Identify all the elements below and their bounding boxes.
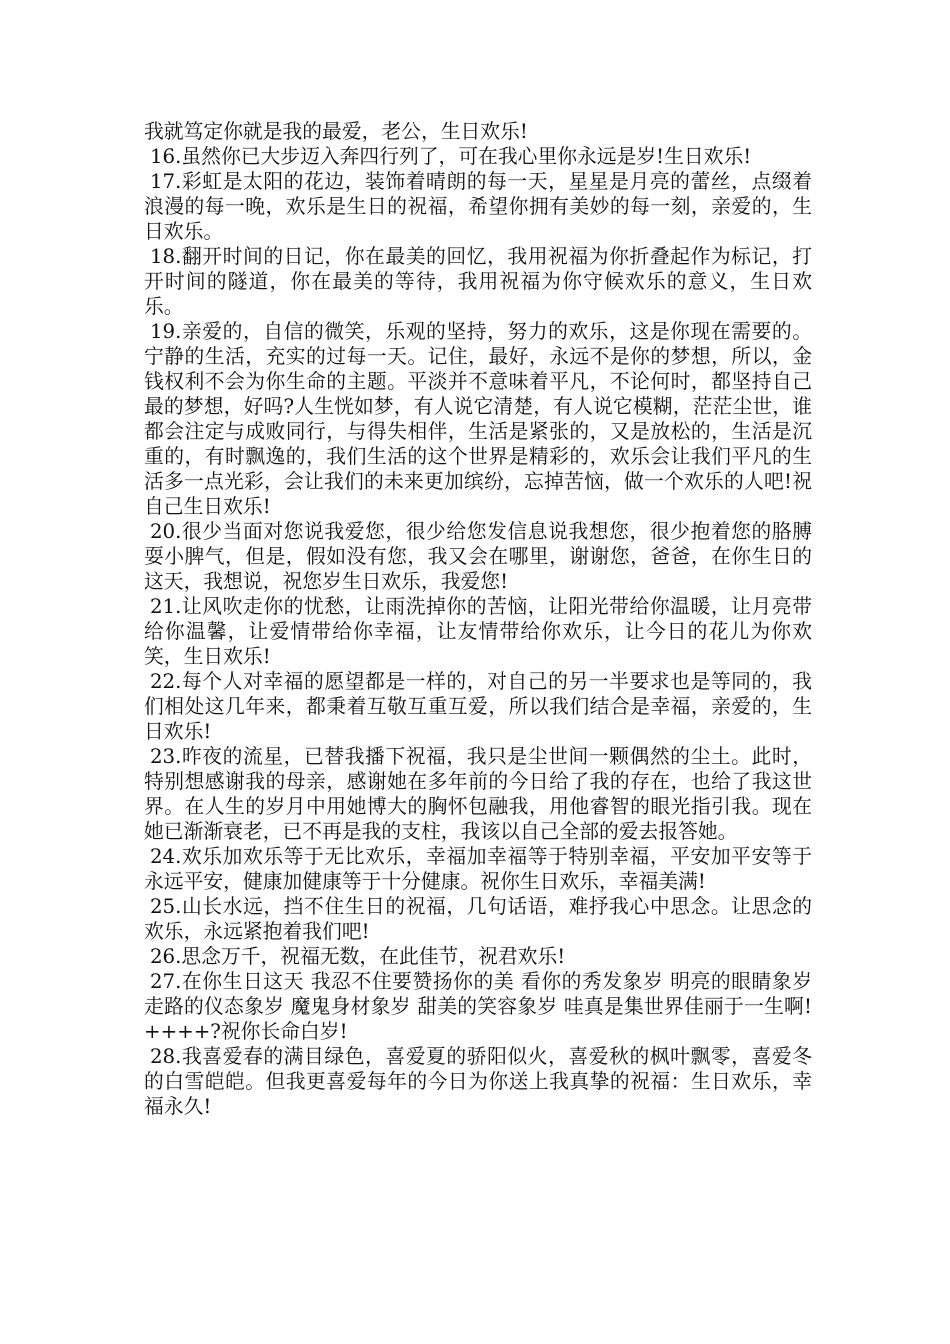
paragraph-26: 26.思念万千，祝福无数，在此佳节，祝君欢乐!	[149, 945, 566, 968]
paragraph-16: 16.虽然你已大步迈入奔四行列了，可在我心里你永远是岁!生日欢乐!	[149, 145, 752, 168]
paragraph-19: 19.亲爱的，自信的微笑，乐观的坚持，努力的欢乐，这是你现在需要的。宁静的生活，充实的过每一天。记住，最好，永远不是你的梦想，所以，金钱权利不会为你生命的主题。平淡并不意味着平凡，不论何时，都坚持自己最的梦想，好吗?人生恍如梦，有人说它清楚，有人说它模糊，茫茫尘世，谁都会注定与成败同行，与得失相伴，生活是紧张的，又是放松的，生活是沉重的，有时飘逸的，我们生活的这个世界是精彩的，欢乐会让我们平凡的生活多一点光彩，会让我们的未来更加缤纷，忘掉苦恼，做一个欢乐的人吧!祝自己生日欢乐!	[144, 320, 812, 518]
paragraph-18: 18.翻开时间的日记，你在最美的回忆，我用祝福为你折叠起作为标记，打开时间的隧道，你在最美的等待，我用祝福为你守候欢乐的意义，生日欢乐。	[144, 245, 812, 318]
paragraph-27: 27.在你生日这天 我忍不住要赞扬你的美 看你的秀发象岁 明亮的眼睛象岁 走路的仪态象岁 魔鬼身材象岁 甜美的笑容象岁 哇真是集世界佳丽于一生啊! ++++?祝你长命白岁!	[144, 970, 812, 1043]
document-page	[144, 119, 812, 1119]
paragraph-23: 23.昨夜的流星，已替我播下祝福，我只是尘世间一颗偶然的尘土。此时，特别想感谢我的母亲，感谢她在多年前的今日给了我的存在，也给了我这世界。在人生的岁月中用她博大的胸怀包融我，用他睿智的眼光指引我。现在她已渐渐衰老，已不再是我的支柱，我该以自己全部的爱去报答她。	[144, 745, 812, 843]
paragraph-25: 25.山长水远，挡不住生日的祝福，几句话语，难抒我心中思念。让思念的欢乐，永远紧抱着我们吧!	[144, 895, 812, 943]
paragraph-28: 28.我喜爱春的满目绿色，喜爱夏的骄阳似火，喜爱秋的枫叶飘零，喜爱冬的白雪皑皑。但我更喜爱每年的今日为你送上我真挚的祝福：生日欢乐，幸福永久!	[144, 1045, 812, 1118]
paragraph-24: 24.欢乐加欢乐等于无比欢乐，幸福加幸福等于特别幸福，平安加平安等于永远平安，健康加健康等于十分健康。祝你生日欢乐，幸福美满!	[144, 845, 812, 893]
paragraph-22: 22.每个人对幸福的愿望都是一样的，对自己的另一半要求也是等同的，我们相处这几年来，都秉着互敬互重互爱，所以我们结合是幸福，亲爱的，生日欢乐!	[144, 670, 812, 743]
paragraph-20: 20.很少当面对您说我爱您，很少给您发信息说我想您，很少抱着您的胳膊耍小脾气，但是，假如没有您，我又会在哪里，谢谢您，爸爸，在你生日的这天，我想说，祝您岁生日欢乐，我爱您!	[144, 520, 812, 593]
paragraph-continuation: 我就笃定你就是我的最爱，老公，生日欢乐!	[144, 120, 528, 143]
paragraph-17: 17.彩虹是太阳的花边，装饰着晴朗的每一天，星星是月亮的蕾丝，点缀着浪漫的每一晚，欢乐是生日的祝福，希望你拥有美妙的每一刻，亲爱的，生日欢乐。	[144, 170, 812, 243]
paragraph-21: 21.让风吹走你的忧愁，让雨洗掉你的苦恼，让阳光带给你温暖，让月亮带给你温馨，让爱情带给你幸福，让友情带给你欢乐，让今日的花儿为你欢笑，生日欢乐!	[144, 595, 812, 668]
